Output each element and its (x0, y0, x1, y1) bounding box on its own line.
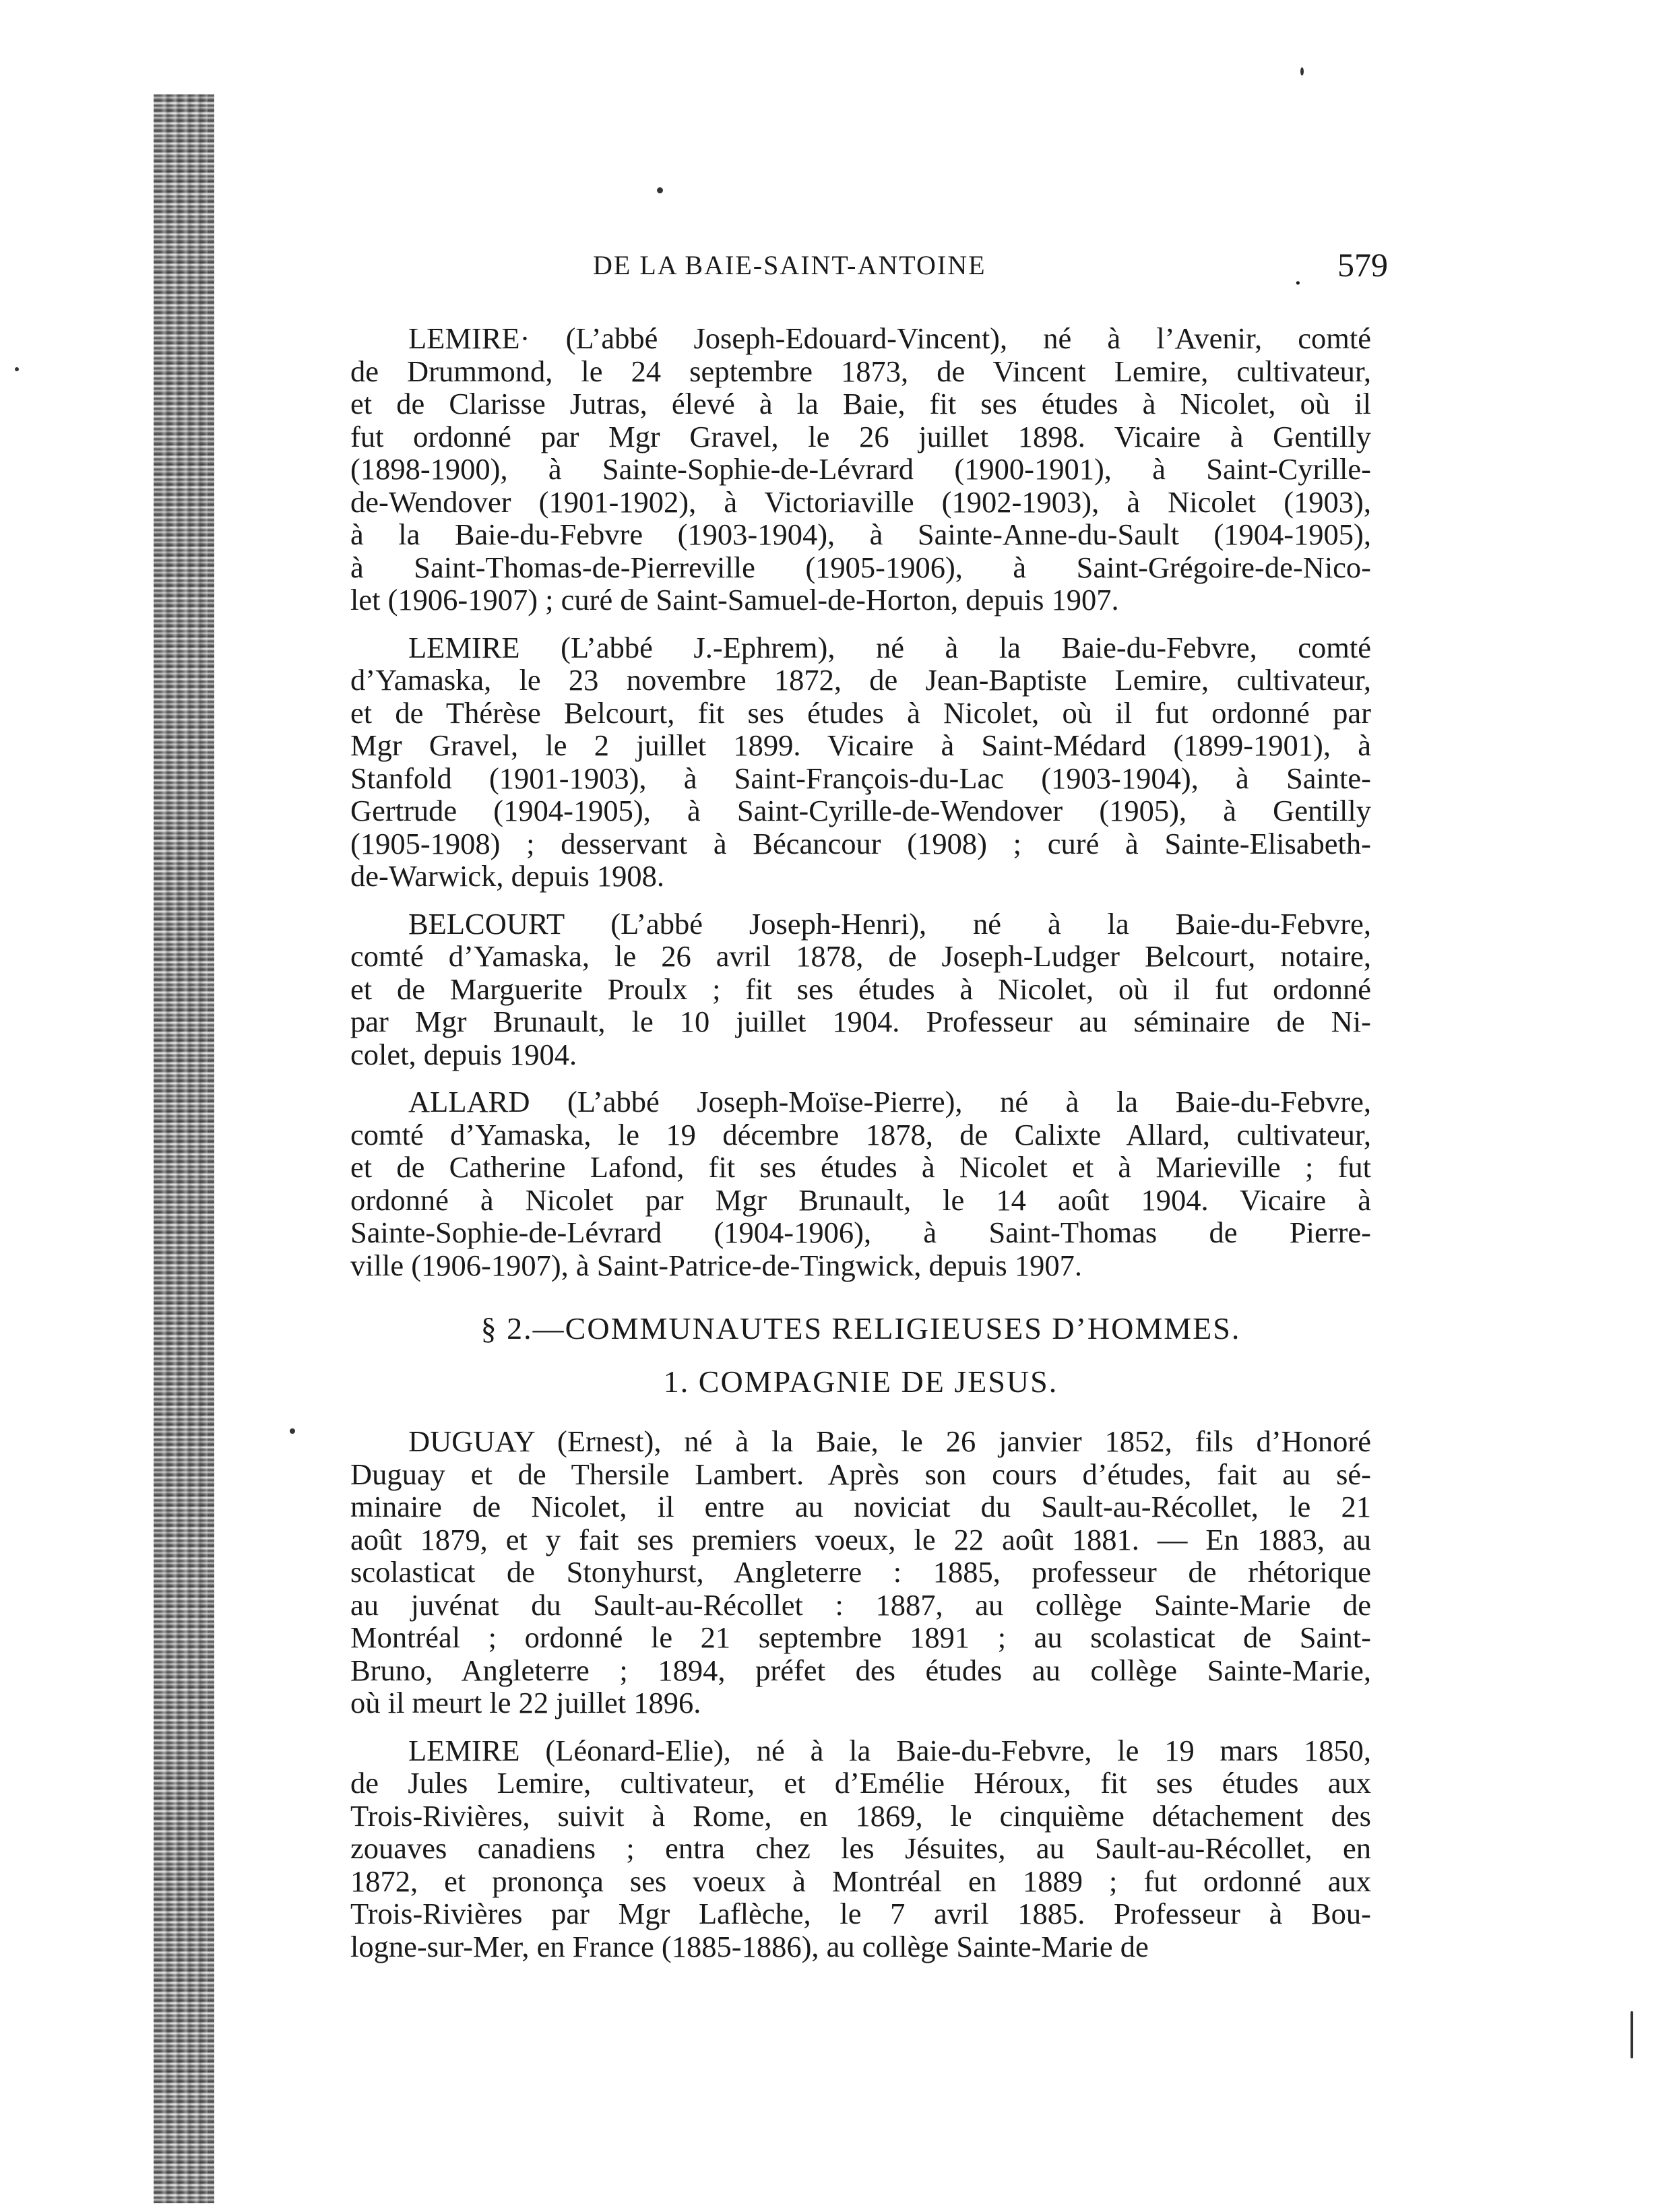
entry-paragraph (350, 1734, 1371, 1963)
paragraphs-before-section (350, 322, 1371, 1282)
book-binding-edge (154, 94, 214, 2203)
text-line: Duguay et de Thersile Lambert. Après son cours d’études, fait au sé- (350, 1457, 1371, 1491)
text-line: au juvénat du Sault-au-Récollet : 1887, au collège Sainte-Marie de (350, 1587, 1371, 1622)
entry-paragraph (350, 1425, 1371, 1719)
text-line: LEMIRE (L’abbé J.-Ephrem), né à la Baie-du-Febvre, comté (408, 630, 1371, 664)
text-line: 1872, et prononça ses voeux à Montréal en 1889 ; fut ordonné aux (350, 1864, 1371, 1898)
text-line: LEMIRE· (L’abbé Joseph-Edouard-Vincent), né à l’Avenir, comté (408, 321, 1371, 355)
running-head: DE LA BAIE-SAINT-ANTOINE (593, 250, 986, 280)
text-line: ordonné à Nicolet par Mgr Brunault, le 14 août 1904. Vicaire à (350, 1182, 1371, 1217)
text-line: Trois-Rivières, suivit à Rome, en 1869, le cinquième détachement des (350, 1798, 1371, 1833)
text-line: à Saint-Thomas-de-Pierreville (1905-1906), à Saint-Grégoire-de-Nico- (350, 550, 1371, 584)
text-line: d’Yamaska, le 23 novembre 1872, de Jean-Baptiste Lemire, cultivateur, (350, 663, 1371, 697)
scan-speck (657, 187, 663, 193)
text-line: let (1906-1907) ; curé de Saint-Samuel-de-Horton, depuis 1907. (350, 583, 1119, 617)
text-line: Stanfold (1901-1903), à Saint-François-du-Lac (1903-1904), à Sainte- (350, 761, 1371, 795)
entry-paragraph (350, 631, 1371, 893)
page-header (593, 245, 1388, 292)
text-line: comté d’Yamaska, le 26 avril 1878, de Joseph-Ludger Belcourt, notaire, (350, 939, 1371, 973)
text-line: de-Wendover (1901-1902), à Victoriaville (1902-1903), à Nicolet (1903), (350, 484, 1371, 519)
text-line: de Jules Lemire, cultivateur, et d’Emélie Héroux, fit ses études aux (350, 1766, 1371, 1800)
header-separator: . (1294, 260, 1302, 291)
page-number: 579 (1337, 246, 1388, 284)
text-line: zouaves canadiens ; entra chez les Jésuites, au Sault-au-Récollet, en (350, 1831, 1371, 1865)
text-line: scolasticat de Stonyhurst, Angleterre : 1885, professeur de rhétorique (350, 1555, 1371, 1589)
text-line: de Drummond, le 24 septembre 1873, de Vincent Lemire, cultivateur, (350, 354, 1371, 388)
section-heading: § 2.—COMMUNAUTES RELIGIEUSES D’HOMMES. (480, 1311, 1241, 1346)
entry-paragraph (350, 908, 1371, 1071)
text-line: Mgr Gravel, le 2 juillet 1899. Vicaire à Saint-Médard (1899-1901), à (350, 728, 1371, 762)
text-line: Gertrude (1904-1905), à Saint-Cyrille-de-Wendover (1905), à Gentilly (350, 794, 1371, 827)
scan-speck (15, 367, 19, 371)
text-line: ALLARD (L’abbé Joseph-Moïse-Pierre), né à la Baie-du-Febvre, (408, 1085, 1371, 1118)
sub-heading: 1. COMPAGNIE DE JESUS. (663, 1364, 1058, 1399)
text-line: comté d’Yamaska, le 19 décembre 1878, de Calixte Allard, cultivateur, (350, 1117, 1371, 1151)
text-line: Montréal ; ordonné le 21 septembre 1891 ; au scolasticat de Saint- (350, 1620, 1371, 1654)
text-line: Trois-Rivières par Mgr Laflèche, le 7 avril 1885. Professeur à Bou- (350, 1897, 1371, 1930)
scan-speck (290, 1428, 295, 1434)
text-line: par Mgr Brunault, le 10 juillet 1904. Professeur au séminaire de Ni- (350, 1005, 1371, 1038)
text-line: LEMIRE (Léonard-Elie), né à la Baie-du-Febvre, le 19 mars 1850, (408, 1733, 1371, 1767)
text-line: août 1879, et y fait ses premiers voeux, le 22 août 1881. — En 1883, au (350, 1522, 1371, 1556)
text-line: où il meurt le 22 juillet 1896. (350, 1686, 701, 1719)
text-line: Sainte-Sophie-de-Lévrard (1904-1906), à Saint-Thomas de Pierre- (350, 1215, 1371, 1249)
text-line: et de Catherine Lafond, fit ses études à Nicolet et à Marieville ; fut (350, 1150, 1371, 1184)
page-body (350, 322, 1371, 1978)
text-line: et de Marguerite Proulx ; fit ses études à Nicolet, où il fut ordonné (350, 972, 1371, 1006)
text-line: DUGUAY (Ernest), né à la Baie, le 26 janvier 1852, fils d’Honoré (408, 1424, 1371, 1458)
text-line: BELCOURT (L’abbé Joseph-Henri), né à la Baie-du-Febvre, (408, 906, 1371, 941)
text-line: logne-sur-Mer, en France (1885-1886), au collège Sainte-Marie de (350, 1929, 1149, 1963)
text-line: et de Clarisse Jutras, élevé à la Baie, fit ses études à Nicolet, où il (350, 387, 1371, 420)
scan-speck (1631, 2011, 1633, 2058)
text-line: et de Thérèse Belcourt, fit ses études à Nicolet, où il fut ordonné par (350, 695, 1371, 730)
scan-speck (1300, 67, 1304, 75)
text-line: colet, depuis 1904. (350, 1037, 577, 1071)
text-line: de-Warwick, depuis 1908. (350, 859, 665, 893)
text-line: ville (1906-1907), à Saint-Patrice-de-Tingwick, depuis 1907. (350, 1248, 1082, 1282)
text-line: (1905-1908) ; desservant à Bécancour (1908) ; curé à Sainte-Elisabeth- (350, 826, 1371, 860)
paragraphs-after-section (350, 1425, 1371, 1963)
text-line: fut ordonné par Mgr Gravel, le 26 juillet 1898. Vicaire à Gentilly (350, 419, 1371, 453)
entry-paragraph (350, 1085, 1371, 1282)
text-line: minaire de Nicolet, il entre au noviciat du Sault-au-Récollet, le 21 (350, 1490, 1371, 1523)
text-line: à la Baie-du-Febvre (1903-1904), à Sainte-Anne-du-Sault (1904-1905), (350, 517, 1371, 551)
entry-paragraph (350, 322, 1371, 617)
text-line: (1898-1900), à Sainte-Sophie-de-Lévrard (1900-1901), à Saint-Cyrille- (350, 452, 1371, 486)
text-line: Bruno, Angleterre ; 1894, préfet des études au collège Sainte-Marie, (350, 1653, 1371, 1687)
